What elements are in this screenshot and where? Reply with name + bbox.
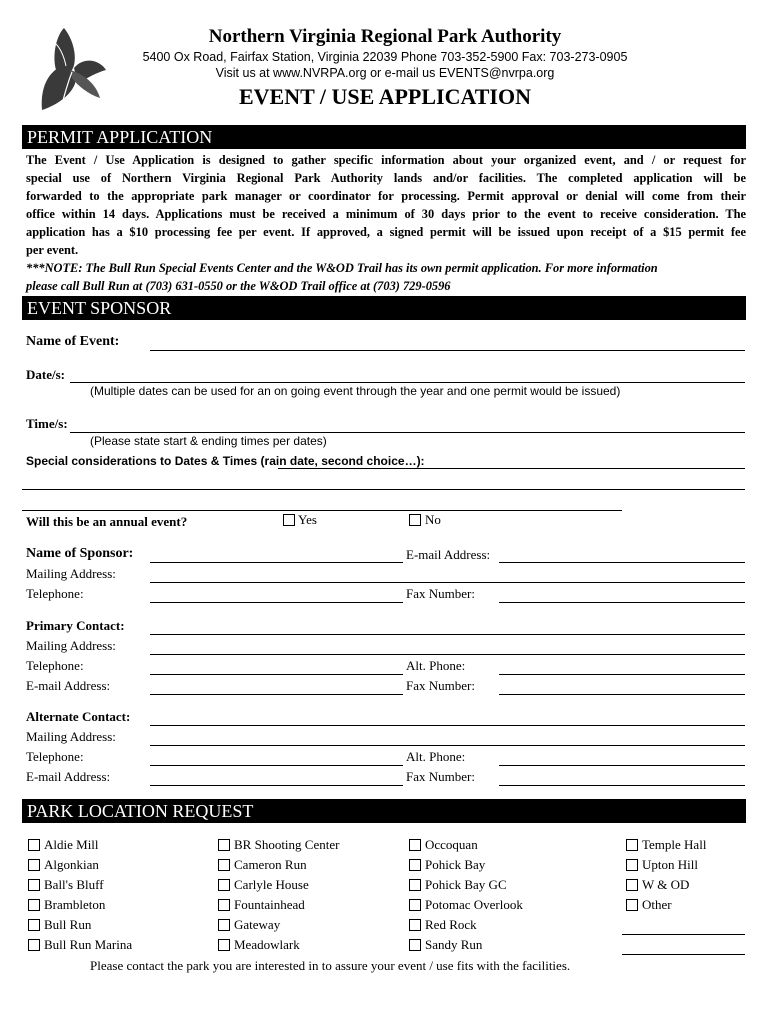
primary-mailing-field[interactable] — [150, 654, 745, 655]
park-checkbox[interactable] — [626, 879, 638, 891]
park-checkbox[interactable] — [409, 919, 421, 931]
primary-alt-phone-label: Alt. Phone: — [406, 658, 466, 673]
primary-fax-field[interactable] — [499, 694, 745, 695]
park-label: Meadowlark — [234, 937, 300, 952]
alternate-contact-label: Alternate Contact: — [26, 709, 131, 724]
alternate-fax-label: Fax Number: — [406, 769, 475, 784]
permit-note: ***NOTE: The Bull Run Special Events Center and the W&OD Trail has its own permit application. For more information — [26, 261, 658, 275]
park-label: Gateway — [234, 917, 281, 932]
primary-email-field[interactable] — [150, 694, 403, 695]
permit-heading: PERMIT APPLICATION — [22, 125, 746, 149]
permit-line: The Event / Use Application is designed to gather specific information about your organized event, and / or request for — [26, 153, 746, 167]
times-label: Time/s: — [26, 416, 68, 431]
alternate-mailing-label: Mailing Address: — [26, 729, 116, 744]
alternate-alt-phone-label: Alt. Phone: — [406, 749, 466, 764]
park-checkbox[interactable] — [409, 859, 421, 871]
org-address: 5400 Ox Road, Fairfax Station, Virginia 22039 Phone 703-352-5900 Fax: 703-273-0905 — [142, 50, 628, 64]
park-checkbox[interactable] — [409, 939, 421, 951]
park-label: W & OD — [642, 877, 690, 892]
dates-field[interactable] — [70, 382, 745, 383]
sponsor-heading: EVENT SPONSOR — [22, 296, 746, 320]
dates-hint: (Multiple dates can be used for an on going event through the year and one permit would be issued) — [90, 384, 621, 398]
alternate-telephone-label: Telephone: — [26, 749, 84, 764]
park-checkbox[interactable] — [218, 879, 230, 891]
page-title: EVENT / USE APPLICATION — [239, 84, 531, 109]
permit-line: special use of Northern Virginia Regional Park Authority lands and/or facilities. The completed application will be — [26, 171, 746, 185]
park-label: Temple Hall — [642, 837, 707, 852]
park-label: Aldie Mill — [44, 837, 99, 852]
park-label: Fountainhead — [234, 897, 305, 912]
park-checkbox[interactable] — [28, 939, 40, 951]
times-hint: (Please state start & ending times per dates) — [90, 434, 327, 448]
park-checkbox[interactable] — [28, 899, 40, 911]
park-label: Sandy Run — [425, 937, 483, 952]
park-checkbox[interactable] — [409, 879, 421, 891]
park-checkbox[interactable] — [218, 919, 230, 931]
park-label: Red Rock — [425, 917, 477, 932]
park-location-heading: PARK LOCATION REQUEST — [22, 799, 746, 823]
name-of-event-field[interactable] — [150, 350, 745, 351]
park-label: Other — [642, 897, 672, 912]
sponsor-email-field[interactable] — [499, 562, 745, 563]
park-footer-note: Please contact the park you are interested in to assure your event / use fits with the facilities. — [90, 958, 571, 973]
park-checkbox[interactable] — [28, 859, 40, 871]
park-label: Pohick Bay GC — [425, 877, 507, 892]
park-checkbox[interactable] — [626, 839, 638, 851]
park-checkbox[interactable] — [28, 839, 40, 851]
alternate-email-label: E-mail Address: — [26, 769, 111, 784]
alternate-contact-field[interactable] — [150, 725, 745, 726]
primary-fax-label: Fax Number: — [406, 678, 475, 693]
sponsor-fax-label: Fax Number: — [406, 586, 475, 601]
park-checkbox[interactable] — [28, 919, 40, 931]
park-checkbox[interactable] — [626, 899, 638, 911]
park-label: Carlyle House — [234, 877, 309, 892]
sponsor-mailing-label: Mailing Address: — [26, 566, 116, 581]
park-checkbox[interactable] — [409, 899, 421, 911]
park-checkbox[interactable] — [626, 859, 638, 871]
park-checkbox[interactable] — [28, 879, 40, 891]
park-label: Occoquan — [425, 837, 478, 852]
permit-line: per event. — [26, 243, 79, 257]
special-considerations-field-2[interactable] — [22, 489, 745, 490]
primary-mailing-label: Mailing Address: — [26, 638, 116, 653]
park-label: Upton Hill — [642, 857, 698, 872]
park-checkbox[interactable] — [218, 939, 230, 951]
park-checkbox[interactable] — [218, 899, 230, 911]
park-label: Brambleton — [44, 897, 106, 912]
primary-email-label: E-mail Address: — [26, 678, 111, 693]
permit-note: please call Bull Run at (703) 631-0550 or the W&OD Trail office at (703) 729-0596 — [26, 279, 451, 293]
park-checkbox[interactable] — [218, 859, 230, 871]
special-considerations-label: Special considerations to Dates & Times (rain date, second choice…): — [26, 454, 425, 468]
park-label: Algonkian — [44, 857, 99, 872]
park-label: Cameron Run — [234, 857, 307, 872]
primary-alt-phone-field[interactable] — [499, 674, 745, 675]
park-label: BR Shooting Center — [234, 837, 340, 852]
annual-no-checkbox[interactable] — [409, 514, 421, 526]
name-of-event-label: Name of Event: — [26, 334, 120, 349]
permit-body — [26, 151, 746, 295]
primary-telephone-label: Telephone: — [26, 658, 84, 673]
permit-line: application has a $10 processing fee per event. If approved, a signed permit will be issued upon receipt of a $15 permit fee — [26, 225, 746, 239]
special-considerations-field-3[interactable] — [22, 510, 622, 511]
sponsor-fax-field[interactable] — [499, 602, 745, 603]
org-name: Northern Virginia Regional Park Authority — [208, 26, 562, 47]
dates-label: Date/s: — [26, 367, 65, 382]
park-label: Pohick Bay — [425, 857, 486, 872]
primary-telephone-field[interactable] — [150, 674, 403, 675]
annual-event-label: Will this be an annual event? — [26, 514, 188, 529]
annual-no-label: No — [425, 512, 441, 527]
park-label: Ball's Bluff — [44, 877, 104, 892]
sponsor-telephone-label: Telephone: — [26, 586, 84, 601]
other-park-field-2[interactable] — [622, 954, 745, 955]
park-label: Bull Run — [44, 917, 92, 932]
alternate-mailing-field[interactable] — [150, 745, 745, 746]
permit-line: office within 14 days. Applications must be received a minimum of 30 days prior to the event to receive consideration. The — [26, 207, 746, 221]
sponsor-name-field[interactable] — [150, 562, 403, 563]
park-label: Bull Run Marina — [44, 937, 133, 952]
other-park-field[interactable] — [622, 934, 745, 935]
primary-contact-field[interactable] — [150, 634, 745, 635]
annual-yes-checkbox[interactable] — [283, 514, 295, 526]
permit-line: forwarded to the appropriate park manager or coordinator for processing. Permit approval or denial will come from their — [26, 189, 746, 203]
sponsor-email-label: E-mail Address: — [406, 547, 491, 562]
annual-yes-label: Yes — [298, 512, 317, 527]
park-checkbox[interactable] — [409, 839, 421, 851]
alternate-fax-field[interactable] — [499, 785, 745, 786]
sponsor-mailing-field[interactable] — [150, 582, 745, 583]
special-considerations-field[interactable] — [278, 468, 745, 469]
park-label: Potomac Overlook — [425, 897, 523, 912]
alternate-alt-phone-field[interactable] — [499, 765, 745, 766]
sponsor-telephone-field[interactable] — [150, 602, 403, 603]
name-of-sponsor-label: Name of Sponsor: — [26, 546, 134, 561]
alternate-telephone-field[interactable] — [150, 765, 403, 766]
times-field[interactable] — [70, 432, 745, 433]
org-contact: Visit us at www.NVRPA.org or e-mail us EVENTS@nvrpa.org — [215, 66, 555, 80]
park-checkbox[interactable] — [218, 839, 230, 851]
primary-contact-label: Primary Contact: — [26, 618, 125, 633]
alternate-email-field[interactable] — [150, 785, 403, 786]
